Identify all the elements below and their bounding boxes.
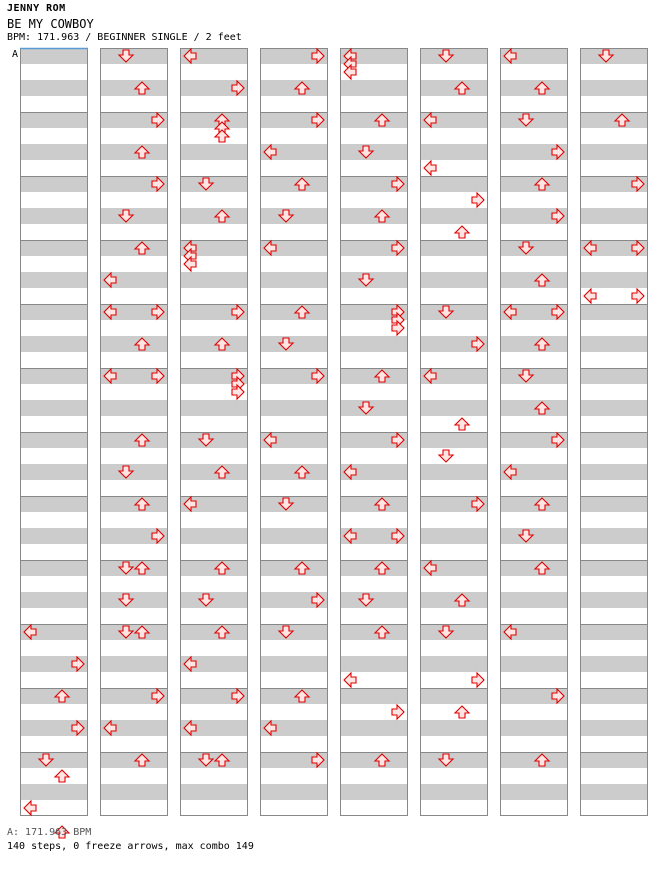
- beat-stripe: [260, 176, 328, 192]
- beat-stripe: [500, 112, 568, 128]
- beat-stripe: [340, 688, 408, 704]
- beat-stripe: [20, 48, 88, 64]
- beat-stripe: [260, 560, 328, 576]
- beat-stripe: [420, 688, 488, 704]
- beat-stripe: [580, 624, 648, 640]
- beat-stripe: [20, 592, 88, 608]
- beat-stripe: [180, 432, 248, 448]
- beat-stripe: [580, 528, 648, 544]
- beat-stripe: [100, 336, 168, 352]
- beat-stripe: [180, 784, 248, 800]
- artist-name: JENNY ROM: [7, 3, 66, 14]
- beat-stripe: [180, 592, 248, 608]
- beat-stripe: [580, 656, 648, 672]
- beat-stripe: [580, 144, 648, 160]
- beat-stripe: [180, 176, 248, 192]
- beat-stripe: [260, 272, 328, 288]
- beat-stripe: [420, 784, 488, 800]
- beat-stripe: [580, 560, 648, 576]
- beat-stripe: [500, 784, 568, 800]
- beat-stripe: [180, 112, 248, 128]
- beat-stripe: [180, 560, 248, 576]
- beat-stripe: [340, 144, 408, 160]
- beat-stripe: [580, 400, 648, 416]
- beat-stripe: [580, 368, 648, 384]
- beat-stripe: [580, 720, 648, 736]
- beat-stripe: [260, 400, 328, 416]
- beat-stripe: [100, 432, 168, 448]
- beat-stripe: [100, 400, 168, 416]
- beat-stripe: [100, 784, 168, 800]
- beat-stripe: [580, 112, 648, 128]
- beat-stripe: [420, 48, 488, 64]
- beat-stripe: [20, 336, 88, 352]
- beat-stripe: [420, 464, 488, 480]
- beat-stripe: [20, 368, 88, 384]
- beat-stripe: [340, 656, 408, 672]
- beat-stripe: [580, 784, 648, 800]
- beat-stripe: [260, 208, 328, 224]
- beat-stripe: [500, 656, 568, 672]
- beat-stripe: [420, 528, 488, 544]
- beat-stripe: [20, 144, 88, 160]
- beat-stripe: [340, 752, 408, 768]
- beat-stripe: [260, 304, 328, 320]
- beat-stripe: [580, 80, 648, 96]
- beat-stripe: [420, 720, 488, 736]
- beat-stripe: [100, 624, 168, 640]
- chart-column: [580, 48, 648, 816]
- beat-stripe: [180, 624, 248, 640]
- beat-stripe: [580, 464, 648, 480]
- chart-info: BPM: 171.963 / BEGINNER SINGLE / 2 feet: [7, 32, 242, 43]
- beat-stripe: [20, 400, 88, 416]
- beat-stripe: [500, 496, 568, 512]
- beat-stripe: [20, 240, 88, 256]
- beat-stripe: [580, 432, 648, 448]
- step-stats: 140 steps, 0 freeze arrows, max combo 149: [7, 841, 254, 852]
- beat-stripe: [340, 208, 408, 224]
- beat-stripe: [580, 752, 648, 768]
- bpm-summary: A: 171.963 BPM: [7, 827, 92, 838]
- beat-stripe: [420, 432, 488, 448]
- beat-stripe: [420, 592, 488, 608]
- beat-stripe: [420, 752, 488, 768]
- beat-stripe: [20, 272, 88, 288]
- beat-stripe: [340, 592, 408, 608]
- beat-stripe: [580, 304, 648, 320]
- beat-stripe: [20, 464, 88, 480]
- beat-stripe: [340, 112, 408, 128]
- song-header: [7, 4, 242, 43]
- beat-stripe: [580, 688, 648, 704]
- beat-stripe: [100, 464, 168, 480]
- beat-stripe: [180, 400, 248, 416]
- chart-column: [20, 48, 88, 816]
- beat-stripe: [500, 176, 568, 192]
- chart-column: [260, 48, 328, 816]
- beat-stripe: [260, 496, 328, 512]
- beat-stripe: [20, 304, 88, 320]
- beat-stripe: [260, 624, 328, 640]
- beat-stripe: [420, 144, 488, 160]
- beat-stripe: [180, 336, 248, 352]
- beat-stripe: [420, 624, 488, 640]
- beat-stripe: [340, 368, 408, 384]
- beat-stripe: [580, 48, 648, 64]
- beat-stripe: [180, 464, 248, 480]
- beat-stripe: [500, 368, 568, 384]
- beat-stripe: [580, 336, 648, 352]
- beat-stripe: [340, 272, 408, 288]
- beat-stripe: [500, 336, 568, 352]
- beat-stripe: [100, 80, 168, 96]
- beat-stripe: [580, 272, 648, 288]
- beat-stripe: [20, 528, 88, 544]
- chart-column: [340, 48, 408, 816]
- beat-stripe: [100, 496, 168, 512]
- beat-stripe: [580, 208, 648, 224]
- beat-stripe: [420, 656, 488, 672]
- beat-stripe: [500, 80, 568, 96]
- beat-stripe: [100, 592, 168, 608]
- beat-stripe: [20, 784, 88, 800]
- beat-stripe: [20, 752, 88, 768]
- beat-stripe: [340, 80, 408, 96]
- song-title: BE MY COWBOY: [7, 17, 94, 31]
- beat-stripe: [500, 592, 568, 608]
- beat-stripe: [580, 592, 648, 608]
- beat-stripe: [20, 432, 88, 448]
- beat-stripe: [500, 240, 568, 256]
- beat-stripe: [500, 528, 568, 544]
- beat-stripe: [180, 144, 248, 160]
- beat-stripe: [340, 336, 408, 352]
- beat-stripe: [340, 560, 408, 576]
- beat-stripe: [420, 208, 488, 224]
- beat-stripe: [100, 752, 168, 768]
- beat-stripe: [420, 240, 488, 256]
- beat-stripe: [500, 400, 568, 416]
- beat-stripe: [20, 688, 88, 704]
- beat-stripe: [180, 208, 248, 224]
- beat-stripe: [260, 464, 328, 480]
- beat-stripe: [340, 400, 408, 416]
- beat-stripe: [100, 208, 168, 224]
- beat-stripe: [500, 272, 568, 288]
- beat-stripe: [420, 272, 488, 288]
- beat-stripe: [260, 528, 328, 544]
- beat-stripe: [100, 144, 168, 160]
- beat-stripe: [580, 496, 648, 512]
- bpm-marker-label: A: [12, 49, 19, 60]
- beat-stripe: [20, 560, 88, 576]
- beat-stripe: [340, 496, 408, 512]
- beat-stripe: [180, 752, 248, 768]
- beat-stripe: [260, 688, 328, 704]
- beat-stripe: [260, 336, 328, 352]
- beat-stripe: [260, 80, 328, 96]
- beat-stripe: [260, 656, 328, 672]
- beat-stripe: [260, 784, 328, 800]
- beat-stripe: [180, 528, 248, 544]
- beat-stripe: [420, 176, 488, 192]
- beat-stripe: [20, 112, 88, 128]
- beat-stripe: [420, 400, 488, 416]
- beat-stripe: [20, 208, 88, 224]
- beat-stripe: [20, 176, 88, 192]
- beat-stripe: [340, 624, 408, 640]
- beat-stripe: [420, 304, 488, 320]
- beat-stripe: [340, 720, 408, 736]
- beat-stripe: [500, 560, 568, 576]
- beat-stripe: [100, 560, 168, 576]
- beat-stripe: [500, 752, 568, 768]
- beat-stripe: [420, 80, 488, 96]
- beat-stripe: [180, 272, 248, 288]
- beat-stripe: [20, 80, 88, 96]
- beat-stripe: [340, 784, 408, 800]
- chart-footer: [7, 826, 254, 854]
- beat-stripe: [100, 48, 168, 64]
- beat-stripe: [500, 720, 568, 736]
- beat-stripe: [100, 656, 168, 672]
- beat-stripe: [100, 240, 168, 256]
- beat-stripe: [20, 496, 88, 512]
